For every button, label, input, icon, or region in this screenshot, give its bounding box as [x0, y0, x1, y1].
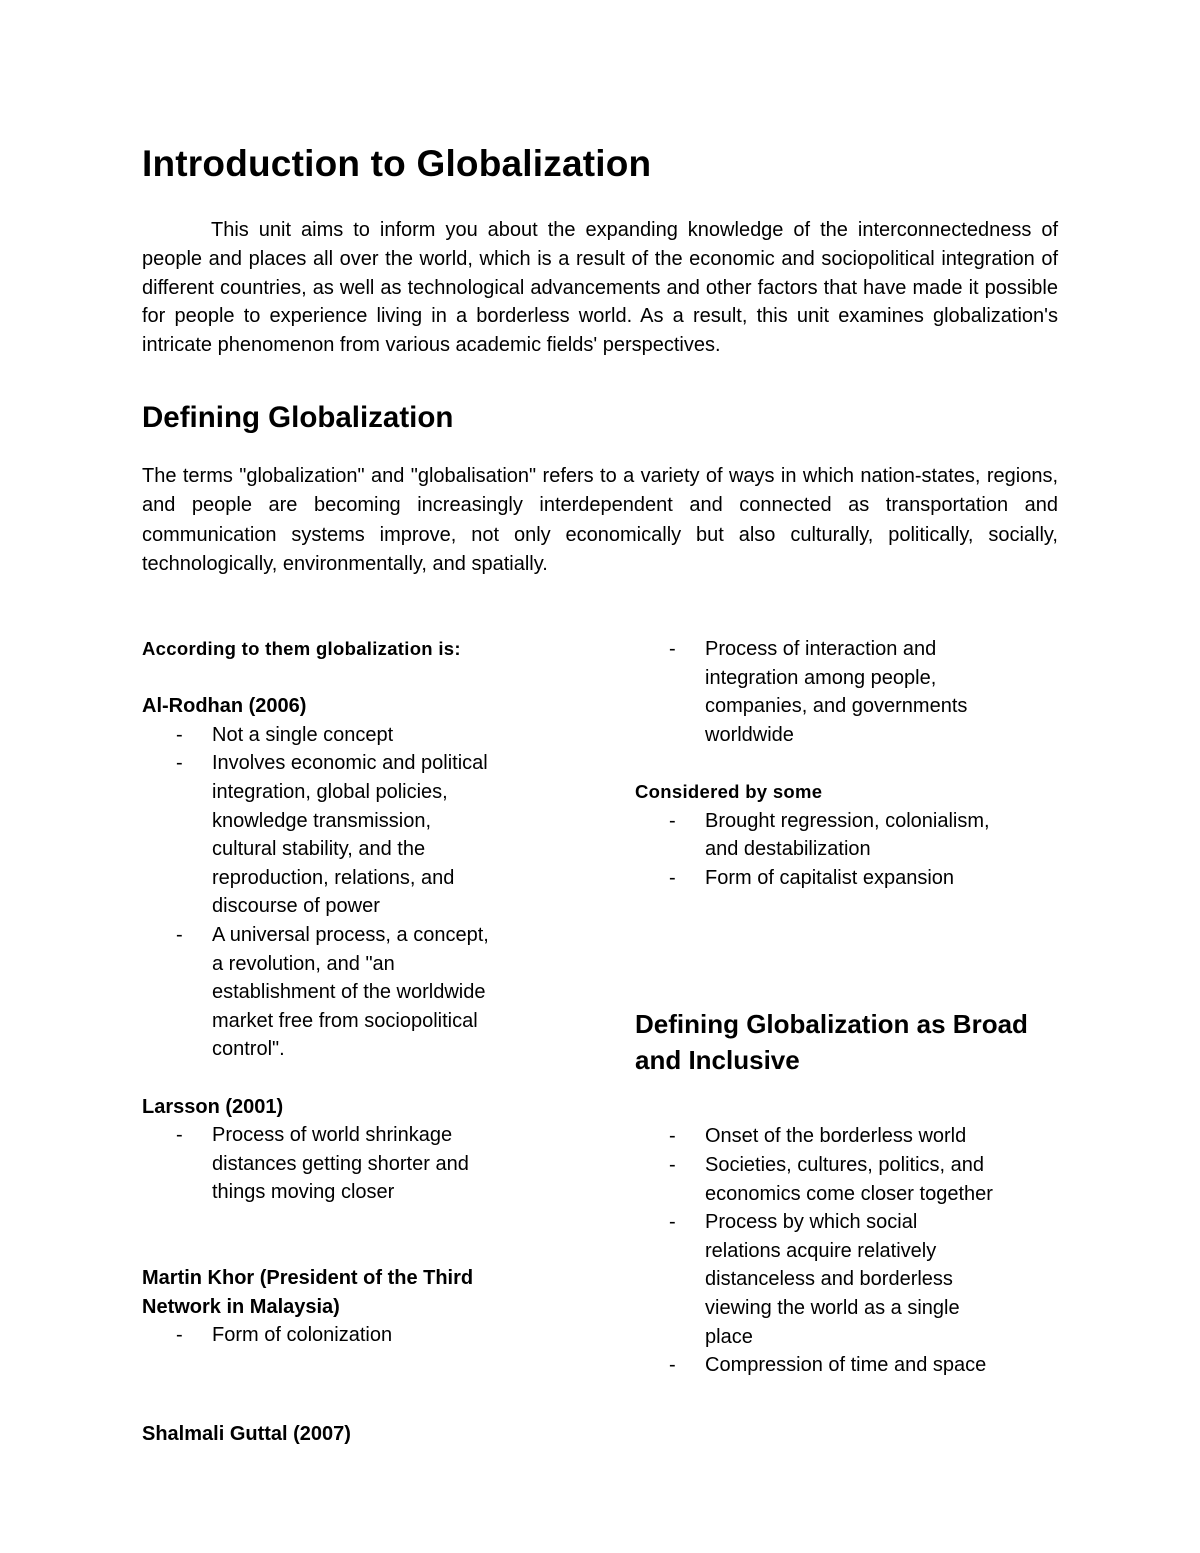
dash-bullet: -: [176, 1124, 183, 1147]
intro-paragraph: This unit aims to inform you about the expanding knowledge of the interconnectedness of people and places all over the world, which is a result of the economic and sociopolitical integration of different countries, as well as technological advancements and other factors that have made it possible for people to experience living in a borderless world. As a result, this unit examines globalization's intricate phenomenon from various academic fields' perspectives.: [142, 219, 1058, 357]
khor-list: [142, 1321, 562, 1350]
defining-heading: Defining Globalization: [142, 400, 454, 434]
broad-inclusive-heading: Defining Globalization as Broad and Inclusive: [635, 1009, 1028, 1076]
list-item: - Process by which social relations acquire relatively distanceless and borderless viewing the world as a single place: [635, 1208, 995, 1351]
dash-bullet: -: [669, 809, 676, 832]
dash-bullet: -: [669, 866, 676, 889]
author-shalmali-guttal: Shalmali Guttal (2007): [142, 1422, 351, 1445]
list-item: - Process of world shrinkage distances getting shorter and things moving closer: [142, 1121, 492, 1207]
dash-bullet: -: [176, 1324, 183, 1347]
page-title: Introduction to Globalization: [142, 143, 652, 184]
dash-bullet: -: [176, 923, 183, 946]
dash-bullet: -: [669, 1211, 676, 1234]
dash-bullet: -: [669, 1354, 676, 1377]
right-column: [635, 635, 1055, 1380]
list-item: - Brought regression, colonialism, and destabilization: [635, 807, 995, 864]
document-page: [142, 140, 1058, 1445]
list-item: - Societies, cultures, politics, and economics come closer together: [635, 1151, 995, 1208]
guttal-list: [635, 635, 1055, 749]
according-lead: According to them globalization is:: [142, 638, 461, 659]
list-item: - Compression of time and space: [635, 1351, 995, 1380]
author-martin-khor: Martin Khor (President of the Third Network in Malaysia): [142, 1267, 474, 1318]
dash-bullet: -: [176, 723, 183, 746]
considered-lead: Considered by some: [635, 780, 823, 802]
defining-paragraph: The terms "globalization" and "globalisation" refers to a variety of ways in which nation-states, regions, and people are becoming increasingly interdependent and connected as transportation and communication systems improve, not only economically but also culturally, politically, socially, technologically, environmentally, and spatially.: [142, 464, 1058, 575]
list-item: - A universal process, a concept, a revolution, and "an establishment of the worldwide market free from sociopolitical control".: [142, 921, 492, 1064]
considered-list: [635, 807, 1055, 893]
dash-bullet: -: [669, 638, 676, 660]
al-rodhan-list: [142, 721, 562, 1064]
dash-bullet: -: [176, 752, 183, 775]
list-item: - Form of colonization: [142, 1321, 492, 1350]
list-item: - Process of interaction and integration among people, companies, and governments worldwide: [635, 635, 995, 749]
author-larsson: Larsson (2001): [142, 1095, 284, 1118]
dash-bullet: -: [669, 1125, 676, 1148]
list-item: - Involves economic and political integration, global policies, knowledge transmission, cultural stability, and the reproduction, relations, and discourse of power: [142, 749, 492, 921]
list-item: - Not a single concept: [142, 721, 492, 750]
larsson-list: [142, 1121, 562, 1207]
broad-list: [635, 1122, 1055, 1379]
author-al-rodhan: Al-Rodhan (2006): [142, 695, 307, 718]
list-item: - Form of capitalist expansion: [635, 864, 995, 893]
left-column: [142, 635, 562, 1448]
list-item: - Onset of the borderless world: [635, 1122, 995, 1151]
dash-bullet: -: [669, 1153, 676, 1176]
